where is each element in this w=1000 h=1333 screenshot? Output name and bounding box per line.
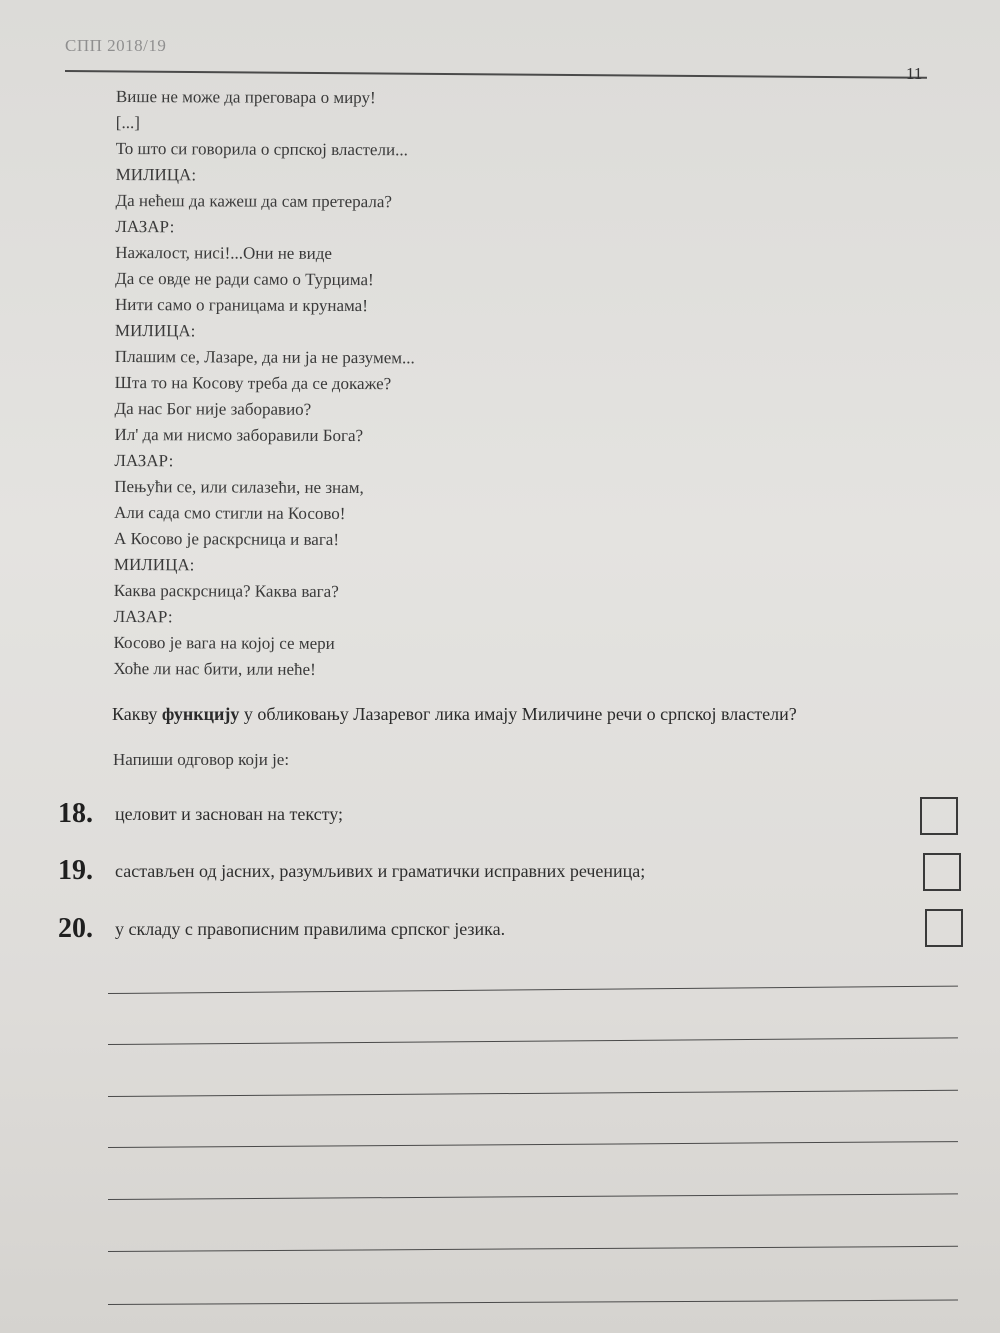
criterion-text: целовит и заснован на тексту;	[115, 803, 343, 824]
page-number: 11	[906, 64, 923, 83]
poem-line: Да нас Бог није заборавио?	[114, 398, 312, 419]
criterion-20	[58, 913, 505, 945]
question-text-start: Какву	[112, 704, 162, 724]
criterion-number: 19.	[58, 855, 93, 886]
poem-line: Косово је вага на којој се мери	[113, 632, 335, 653]
poem-speaker: МИЛИЦА:	[115, 164, 197, 185]
poem-speaker: МИЛИЦА:	[113, 554, 195, 575]
poem-speaker: МИЛИЦА:	[114, 320, 196, 341]
score-checkbox-18[interactable]	[920, 797, 958, 835]
poem-excerpt	[113, 84, 416, 683]
header-exam-code: СПП 2018/19	[65, 36, 167, 55]
poem-line: [...]	[115, 112, 140, 133]
criterion-number: 20.	[58, 913, 93, 944]
poem-line: А Косово је раскрсница и вага!	[113, 528, 340, 549]
question-text-end: у обликовању Лазаревог лика имају Миличине речи о српској властели?	[239, 704, 797, 724]
poem-speaker: ЛАЗАР:	[115, 216, 175, 237]
poem-line: Нити само о границама и крунама!	[114, 294, 368, 316]
criterion-text: састављен од јасних, разумљивих и граматички исправних реченица;	[115, 860, 646, 881]
poem-speaker: ЛАЗАР:	[113, 606, 173, 627]
answer-line[interactable]	[108, 1193, 958, 1200]
answer-line[interactable]	[108, 1090, 958, 1097]
poem-line: Ил' да ми нисмо заборавили Бога?	[114, 424, 364, 446]
answer-line[interactable]	[108, 1246, 958, 1252]
answer-line[interactable]	[108, 986, 958, 994]
answer-line[interactable]	[108, 1300, 958, 1305]
question-bold-word: функцију	[161, 704, 240, 724]
score-checkbox-20[interactable]	[925, 909, 963, 947]
poem-line: Плашим се, Лазаре, да ни ја не разумем...	[114, 346, 415, 368]
answer-instruction: Напиши одговор који је:	[113, 750, 290, 769]
question-text	[112, 704, 797, 725]
header-rule	[65, 70, 927, 79]
poem-line: Хоће ли нас бити, или неће!	[113, 658, 316, 679]
poem-line: Да се овде не ради само о Турцима!	[115, 268, 374, 290]
poem-line: Шта то на Косову треба да се докаже?	[114, 372, 392, 394]
poem-line: Нажалост, нисі!...Они не виде	[115, 242, 332, 263]
poem-line: То што си говорила о српској властели...	[115, 138, 408, 160]
criterion-18	[58, 798, 343, 830]
poem-speaker: ЛАЗАР:	[114, 450, 174, 471]
answer-line[interactable]	[108, 1037, 958, 1045]
answer-line[interactable]	[108, 1141, 958, 1148]
poem-line: Али сада смо стигли на Косово!	[114, 502, 346, 524]
poem-line: Више не може да преговара о миру!	[115, 86, 376, 108]
criterion-19	[58, 855, 645, 887]
criterion-text: у складу с правописним правилима српског језика.	[115, 918, 506, 939]
score-checkbox-19[interactable]	[923, 853, 961, 891]
poem-line: Каква раскрсница? Каква вага?	[113, 580, 339, 601]
poem-line: Пењући се, или силазећи, не знам,	[114, 476, 364, 498]
poem-line: Да нећеш да кажеш да сам претерала?	[115, 190, 392, 212]
criterion-number: 18.	[58, 798, 93, 829]
